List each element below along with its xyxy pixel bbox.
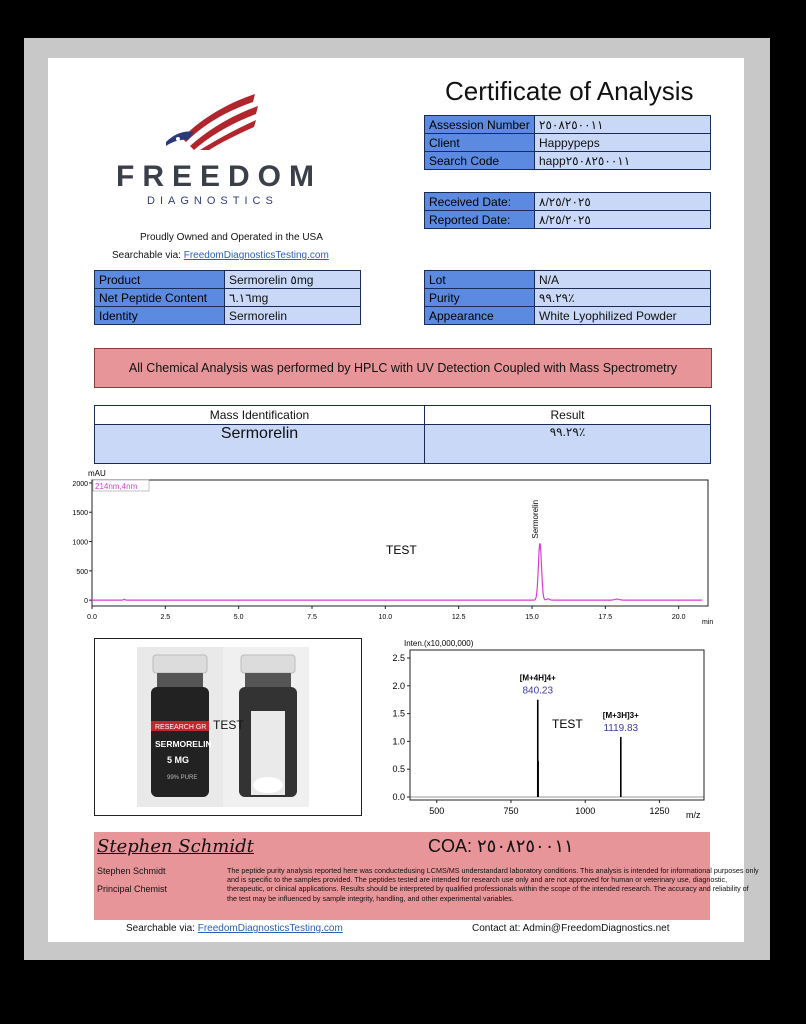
client-value: Happypeps	[535, 134, 711, 152]
table-row	[95, 307, 361, 325]
footer-website-link[interactable]: FreedomDiagnosticsTesting.com	[197, 923, 343, 934]
received-date-value: ٨/٢٥/٢٠٢٥	[535, 193, 711, 211]
footer-search-prefix: Searchable via:	[126, 923, 195, 934]
hplc-watermark: TEST	[386, 543, 417, 557]
vial-photo	[94, 638, 362, 816]
purity-value: ٩٩.٢٩٪	[535, 289, 711, 307]
hplc-x-tick-label: 7.5	[307, 614, 317, 621]
svg-text:SERMORELIN: SERMORELIN	[155, 739, 212, 749]
signer-title: Principal Chemist	[97, 884, 168, 894]
ms-y-tick-label: 0.0	[392, 792, 405, 802]
lot-table	[424, 270, 711, 325]
hplc-x-unit: min	[702, 619, 714, 626]
hplc-x-tick-label: 10.0	[378, 614, 393, 621]
mass-id-value: Sermorelin	[95, 425, 425, 464]
photo-watermark: TEST	[213, 718, 244, 732]
reported-date-label: Reported Date:	[425, 211, 535, 229]
table-row	[425, 271, 711, 289]
table-row	[425, 307, 711, 325]
ms-peak-value-label: 1119.83	[603, 722, 639, 734]
searchable-line	[112, 250, 329, 261]
logo-subtitle: DIAGNOSTICS	[147, 195, 278, 207]
contact-line: Contact at: Admin@FreedomDiagnostics.net	[472, 923, 670, 934]
ms-y-tick-label: 2.5	[392, 653, 405, 663]
table-row	[425, 211, 711, 229]
page-title: Certificate of Analysis	[445, 76, 694, 106]
vial-back	[239, 655, 297, 797]
assession-label: Assession Number	[425, 116, 535, 134]
result-header: Result	[425, 406, 711, 425]
net-peptide-label: Net Peptide Content	[95, 289, 225, 307]
hplc-y-tick-label: 1500	[72, 510, 88, 518]
ms-x-tick-label: 500	[429, 806, 445, 816]
ms-y-label: Inten.(x10,000,000)	[404, 639, 474, 648]
purity-label: Purity	[425, 289, 535, 307]
vial-photo-image	[95, 639, 361, 815]
hplc-chromatogram	[60, 466, 720, 626]
hplc-y-tick-label: 500	[76, 568, 88, 576]
hplc-y-tick-label: 2000	[72, 480, 88, 488]
client-label: Client	[425, 134, 535, 152]
table-row	[425, 193, 711, 211]
reported-date-value: ٨/٢٥/٢٠٢٥	[535, 211, 711, 229]
search-code-value: happ٢٥٠٨٢٥٠٠١١	[535, 152, 711, 170]
hplc-x-tick-label: 17.5	[598, 614, 613, 621]
received-date-label: Received Date:	[425, 193, 535, 211]
ms-x-tick-label: 1250	[649, 806, 670, 816]
search-code-label: Search Code	[425, 152, 535, 170]
mass-identification-table	[94, 405, 711, 464]
hplc-x-tick-label: 2.5	[160, 614, 171, 621]
searchable-prefix: Searchable via:	[112, 250, 181, 261]
ms-peak-ion-label: [M+4H]4+	[519, 673, 556, 683]
table-row	[425, 152, 711, 170]
table-row	[425, 289, 711, 307]
mass-spectrum	[380, 636, 710, 822]
logo-wordmark: FREEDOM	[116, 160, 322, 193]
assession-value: ٢٥٠٨٢٥٠٠١١	[535, 116, 711, 134]
lot-value: N/A	[535, 271, 711, 289]
hplc-x-tick-label: 5.0	[233, 614, 244, 621]
tagline: Proudly Owned and Operated in the USA	[140, 232, 323, 243]
identity-value: Sermorelin	[225, 307, 361, 325]
ms-peak-ion-label: [M+3H]3+	[602, 710, 639, 720]
table-row	[95, 271, 361, 289]
hplc-x-tick-label: 0.0	[87, 614, 97, 621]
table-header-row	[95, 406, 711, 425]
appearance-label: Appearance	[425, 307, 535, 325]
hplc-legend: 214nm,4nm	[95, 482, 138, 491]
hplc-peak-label: Sermorelin	[530, 499, 540, 539]
product-label: Product	[95, 271, 225, 289]
hplc-x-tick-label: 20.0	[671, 614, 686, 621]
hplc-x-tick-label: 15.0	[525, 614, 539, 621]
table-row	[425, 116, 711, 134]
ms-y-tick-label: 1.5	[392, 708, 405, 719]
dates-table	[424, 192, 711, 229]
identity-label: Identity	[95, 307, 225, 325]
svg-text:99% PURE: 99% PURE	[167, 775, 198, 781]
ms-x-label: m/z	[686, 810, 701, 820]
footer-search-line	[126, 923, 343, 934]
ms-peak-value-label: 840.23	[522, 685, 554, 697]
ms-y-tick-label: 0.5	[392, 764, 405, 775]
ms-x-tick-label: 1000	[575, 806, 596, 816]
svg-text:RESEARCH GR: RESEARCH GR	[155, 724, 207, 731]
table-row	[95, 425, 711, 464]
net-peptide-value: ٦.١٦mg	[225, 289, 361, 307]
lot-label: Lot	[425, 271, 535, 289]
product-table	[94, 270, 361, 325]
appearance-value: White Lyophilized Powder	[535, 307, 711, 325]
ms-y-tick-label: 1.0	[392, 736, 405, 747]
coa-number: COA: ٢٥٠٨٢٥٠٠١١	[428, 836, 574, 856]
client-info-table	[424, 115, 711, 170]
ms-y-tick-label: 2.0	[392, 680, 405, 691]
table-row	[425, 134, 711, 152]
hplc-y-tick-label: 0	[84, 598, 88, 606]
signer-name: Stephen Schmidt	[97, 866, 166, 876]
disclaimer: The peptide purity analysis reported here was conductedusing LCMS/MS understandard laboratory conditions. This analysis is intended for informational purposes only and is specific to the samples provided. The peptides tested are intended for research use only and are not approved for human or veterinary use, diagnostic, therapeutic, or clinical applications. Results should be interpreted by qualified professionals within the scope of the intended research. The accuracy and reliability of the test may be influenced by sample integrity, handling, and other experimental variables.	[227, 866, 759, 903]
vial-front	[151, 655, 212, 797]
flag-logo-icon	[160, 90, 260, 150]
product-value: Sermorelin ٥mg	[225, 271, 361, 289]
hplc-x-tick-label: 12.5	[451, 614, 466, 621]
ms-x-tick-label: 750	[503, 806, 519, 816]
signature: Stephen Schmidt	[97, 836, 254, 857]
mass-id-header: Mass Identification	[95, 406, 425, 425]
hplc-y-tick-label: 1000	[72, 539, 88, 547]
hplc-y-unit: mAU	[88, 469, 106, 478]
ms-watermark: TEST	[552, 717, 583, 731]
website-link[interactable]: FreedomDiagnosticsTesting.com	[183, 250, 329, 261]
result-value: ٩٩.٢٩٪	[425, 425, 711, 464]
table-row	[95, 289, 361, 307]
method-banner: All Chemical Analysis was performed by HPLC with UV Detection Coupled with Mass Spectrometry	[94, 348, 712, 388]
svg-text:5 MG: 5 MG	[167, 755, 190, 765]
